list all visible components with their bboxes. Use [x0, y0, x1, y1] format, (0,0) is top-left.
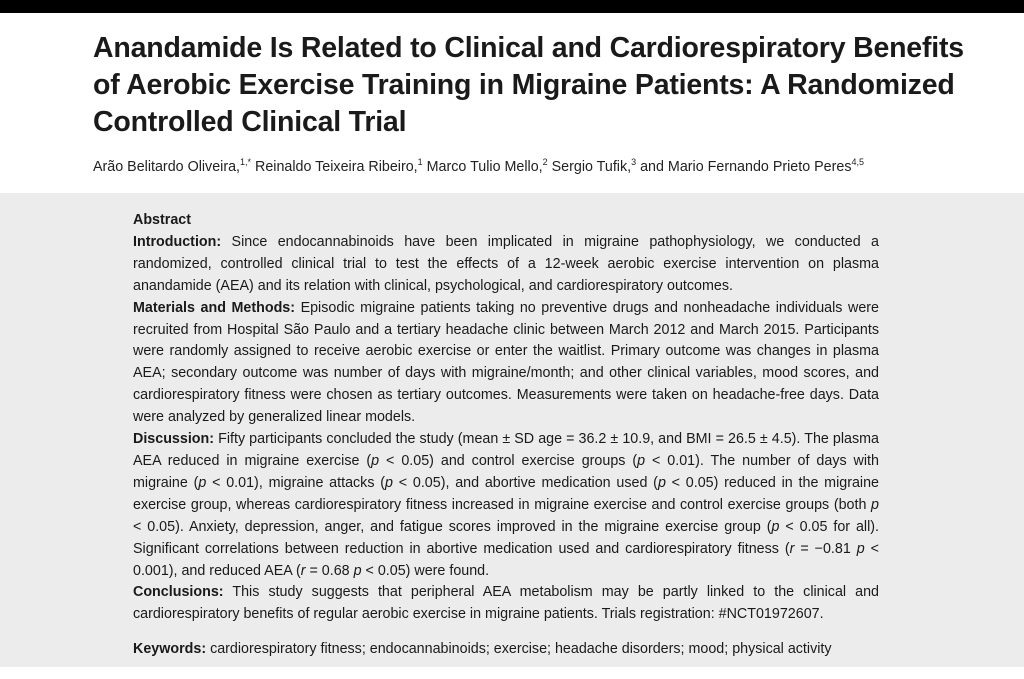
author-name: and Mario Fernando Prieto Peres [636, 159, 852, 175]
section-label: Introduction: [133, 233, 222, 250]
section-text: < 0.001), and reduced AEA ( [133, 540, 879, 579]
section-text: < 0.01), migraine attacks ( [206, 474, 386, 491]
article-title: Anandamide Is Related to Clinical and Cardiorespiratory Benefits of Aerobic Exercise Training in Migraine Patients: A Randomized Controlled Clinical Trial [93, 32, 964, 138]
top-black-bar [0, 0, 1024, 13]
keywords [133, 639, 879, 661]
abstract-methods [133, 298, 879, 429]
author-affiliation: 1 [417, 157, 423, 167]
section-label: Discussion: [133, 431, 215, 448]
section-text: Since endocannabinoids have been implicated in migraine pathophysiology, we conducted a randomized, controlled clinical trial to test the effects of a 12-week aerobic exercise intervention on plasma anandamide (AEA) and its relation with clinical, psychological, and cardiorespiratory outcomes. [133, 233, 879, 294]
author-list [93, 157, 993, 177]
section-text: < 0.05), and abortive medication used ( [392, 474, 658, 491]
section-text: Episodic migraine patients taking no preventive drugs and nonheadache individuals were recruited from Hospital São Paulo and a tertiary headache clinic between March 2012 and March 2015. Participants were randomly assigned to receive aerobic exercise or enter the waitlist. Primary outcome was changes in plasma AEA; secondary outcome was number of days with migraine/month; and other clinical variables, mood scores, and cardiorespiratory fitness were chosen as tertiary outcomes. Measurements were taken on headache-free days. Data were analyzed by generalized linear models. [133, 299, 879, 426]
keywords-text: cardiorespiratory fitness; endocannabinoids; exercise; headache disorders; mood; physical activity [206, 641, 832, 658]
author-name: Arão Belitardo Oliveira, [93, 159, 241, 175]
author-name: Sergio Tufik, [547, 159, 632, 175]
author-affiliation: 2 [542, 157, 548, 167]
stat-symbol: p [353, 562, 362, 579]
section-label: Materials and Methods: [133, 299, 296, 316]
section-label: Keywords: [133, 641, 207, 658]
section-text: = −0.81 [794, 540, 857, 557]
author-name: Reinaldo Teixeira Ribeiro, [251, 159, 418, 175]
author-affiliation: 3 [631, 157, 637, 167]
stat-symbol: p [385, 474, 393, 491]
section-text: < 0.05) and control exercise groups ( [379, 452, 638, 469]
stat-symbol: p [871, 496, 879, 513]
author-affiliation: 4,5 [851, 157, 865, 167]
section-text: < 0.05) were found. [361, 562, 490, 579]
abstract-introduction [133, 232, 879, 298]
stat-symbol: p [198, 474, 207, 491]
section-text: = 0.68 [305, 562, 354, 579]
stat-symbol: p [371, 452, 380, 469]
section-text: < 0.05). Anxiety, depression, anger, and fatigue scores improved in the migraine exercise group ( [133, 518, 772, 535]
abstract-panel [0, 193, 1024, 667]
abstract-heading: Abstract [133, 212, 191, 228]
abstract-conclusions [133, 582, 879, 626]
stat-symbol: p [856, 540, 865, 557]
author-affiliation: 1,* [240, 157, 252, 167]
stat-symbol: r [300, 562, 306, 579]
section-text: < 0.01). The number of days with migraine ( [133, 452, 879, 491]
section-text: < 0.05 for all). Significant correlations between reduction in abortive medication used and cardiorespiratory fitness ( [133, 518, 879, 557]
abstract-discussion [133, 429, 879, 582]
section-text: This study suggests that peripheral AEA metabolism may be partly linked to the clinical and cardiorespiratory benefits of regular aerobic exercise in migraine patients. Trials registration: #NCT01972607. [133, 584, 879, 623]
stat-symbol: p [637, 452, 646, 469]
section-label: Conclusions: [133, 584, 224, 601]
abstract-body [133, 210, 879, 661]
stat-symbol: r [789, 540, 795, 557]
section-text: < 0.05) reduced in the migraine exercise group, whereas cardiorespiratory fitness increased in migraine exercise and control exercise groups (both [133, 474, 880, 513]
section-text: Fifty participants concluded the study (mean ± SD age = 36.2 ± 10.9, and BMI = 26.5 ± 4.5). The plasma AEA reduced in migraine exercise ( [133, 431, 879, 469]
stat-symbol: p [771, 518, 780, 535]
stat-symbol: p [657, 474, 666, 491]
author-name: Marco Tulio Mello, [422, 159, 543, 175]
